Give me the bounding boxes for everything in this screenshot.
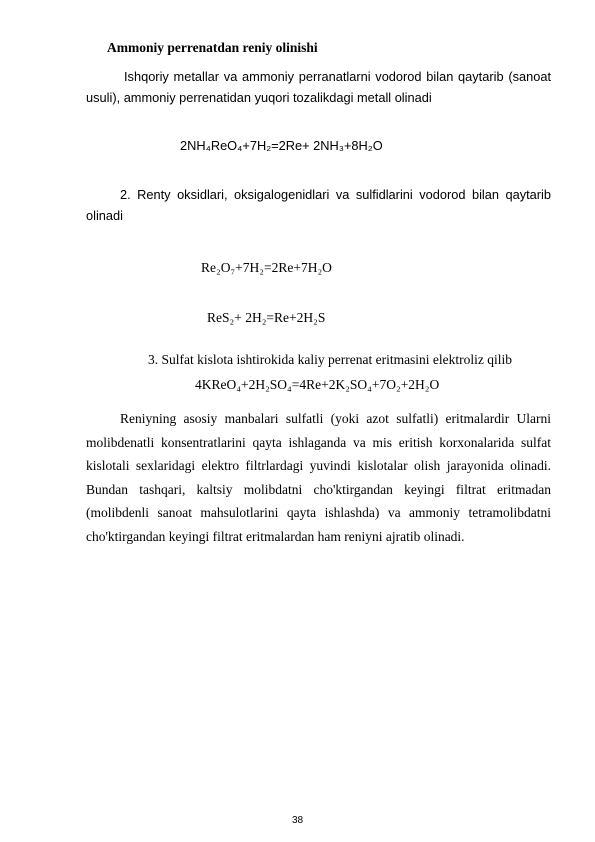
equation-oxide-reduction: Re₂O₇+7H₂=2Re+7H₂O [201, 260, 332, 275]
paragraph-industrial-method: Ishqoriy metallar va ammoniy perranatlarni vodorod bilan qaytarib (sanoat usuli), ammoniy perrenatidan yuqori tozalikdagi metall olinadi [86, 69, 551, 105]
paragraph-electrolysis: 3. Sulfat kislota ishtirokida kaliy perrenat eritmasini elektroliz qilib [148, 352, 513, 367]
page-number: 38 [291, 815, 304, 826]
section-heading: Ammoniy perrenatdan reniy olinishi [107, 40, 318, 55]
paragraph-rhenium-sources: Reniyning asosiy manbalari sulfatli (yoki azot sulfatli) eritmalardir Ularni molibdenatli konsentratlarini qayta ishlaganda va mis eritish korxonalarida sulfat kislotali sexlaridagi elektro filtrlardagi yuvindi kislotalar olish jarayonida olinadi. Bundan tashqari, kaltsiy molibdatni cho'ktirgandan keyingi filtrat eritmadan (molibdenli sanoat mahsulotlarini qayta ishlashda) va ammoniy tetramolibdatni cho'ktirgandan keyingi filtrat eritmalardan ham reniyni ajratib olinadi. [86, 411, 551, 544]
equation-electrolysis: 4KReO₄+2H₂SO₄=4Re+2K₂SO₄+7O₂+2H₂O [195, 377, 440, 392]
paragraph-oxide-reduction: 2. Renty oksidlari, oksigalogenidlari va sulfidlarini vodorod bilan qaytarib olinadi [86, 187, 551, 223]
equation-sulfide-reduction: ReS₂+ 2H₂=Re+2H₂S [207, 310, 326, 325]
equation-ammonium-perrhenate-reduction: 2NH₄ReO₄+7H₂=2Re+ 2NH₃+8H₂O [180, 138, 383, 153]
